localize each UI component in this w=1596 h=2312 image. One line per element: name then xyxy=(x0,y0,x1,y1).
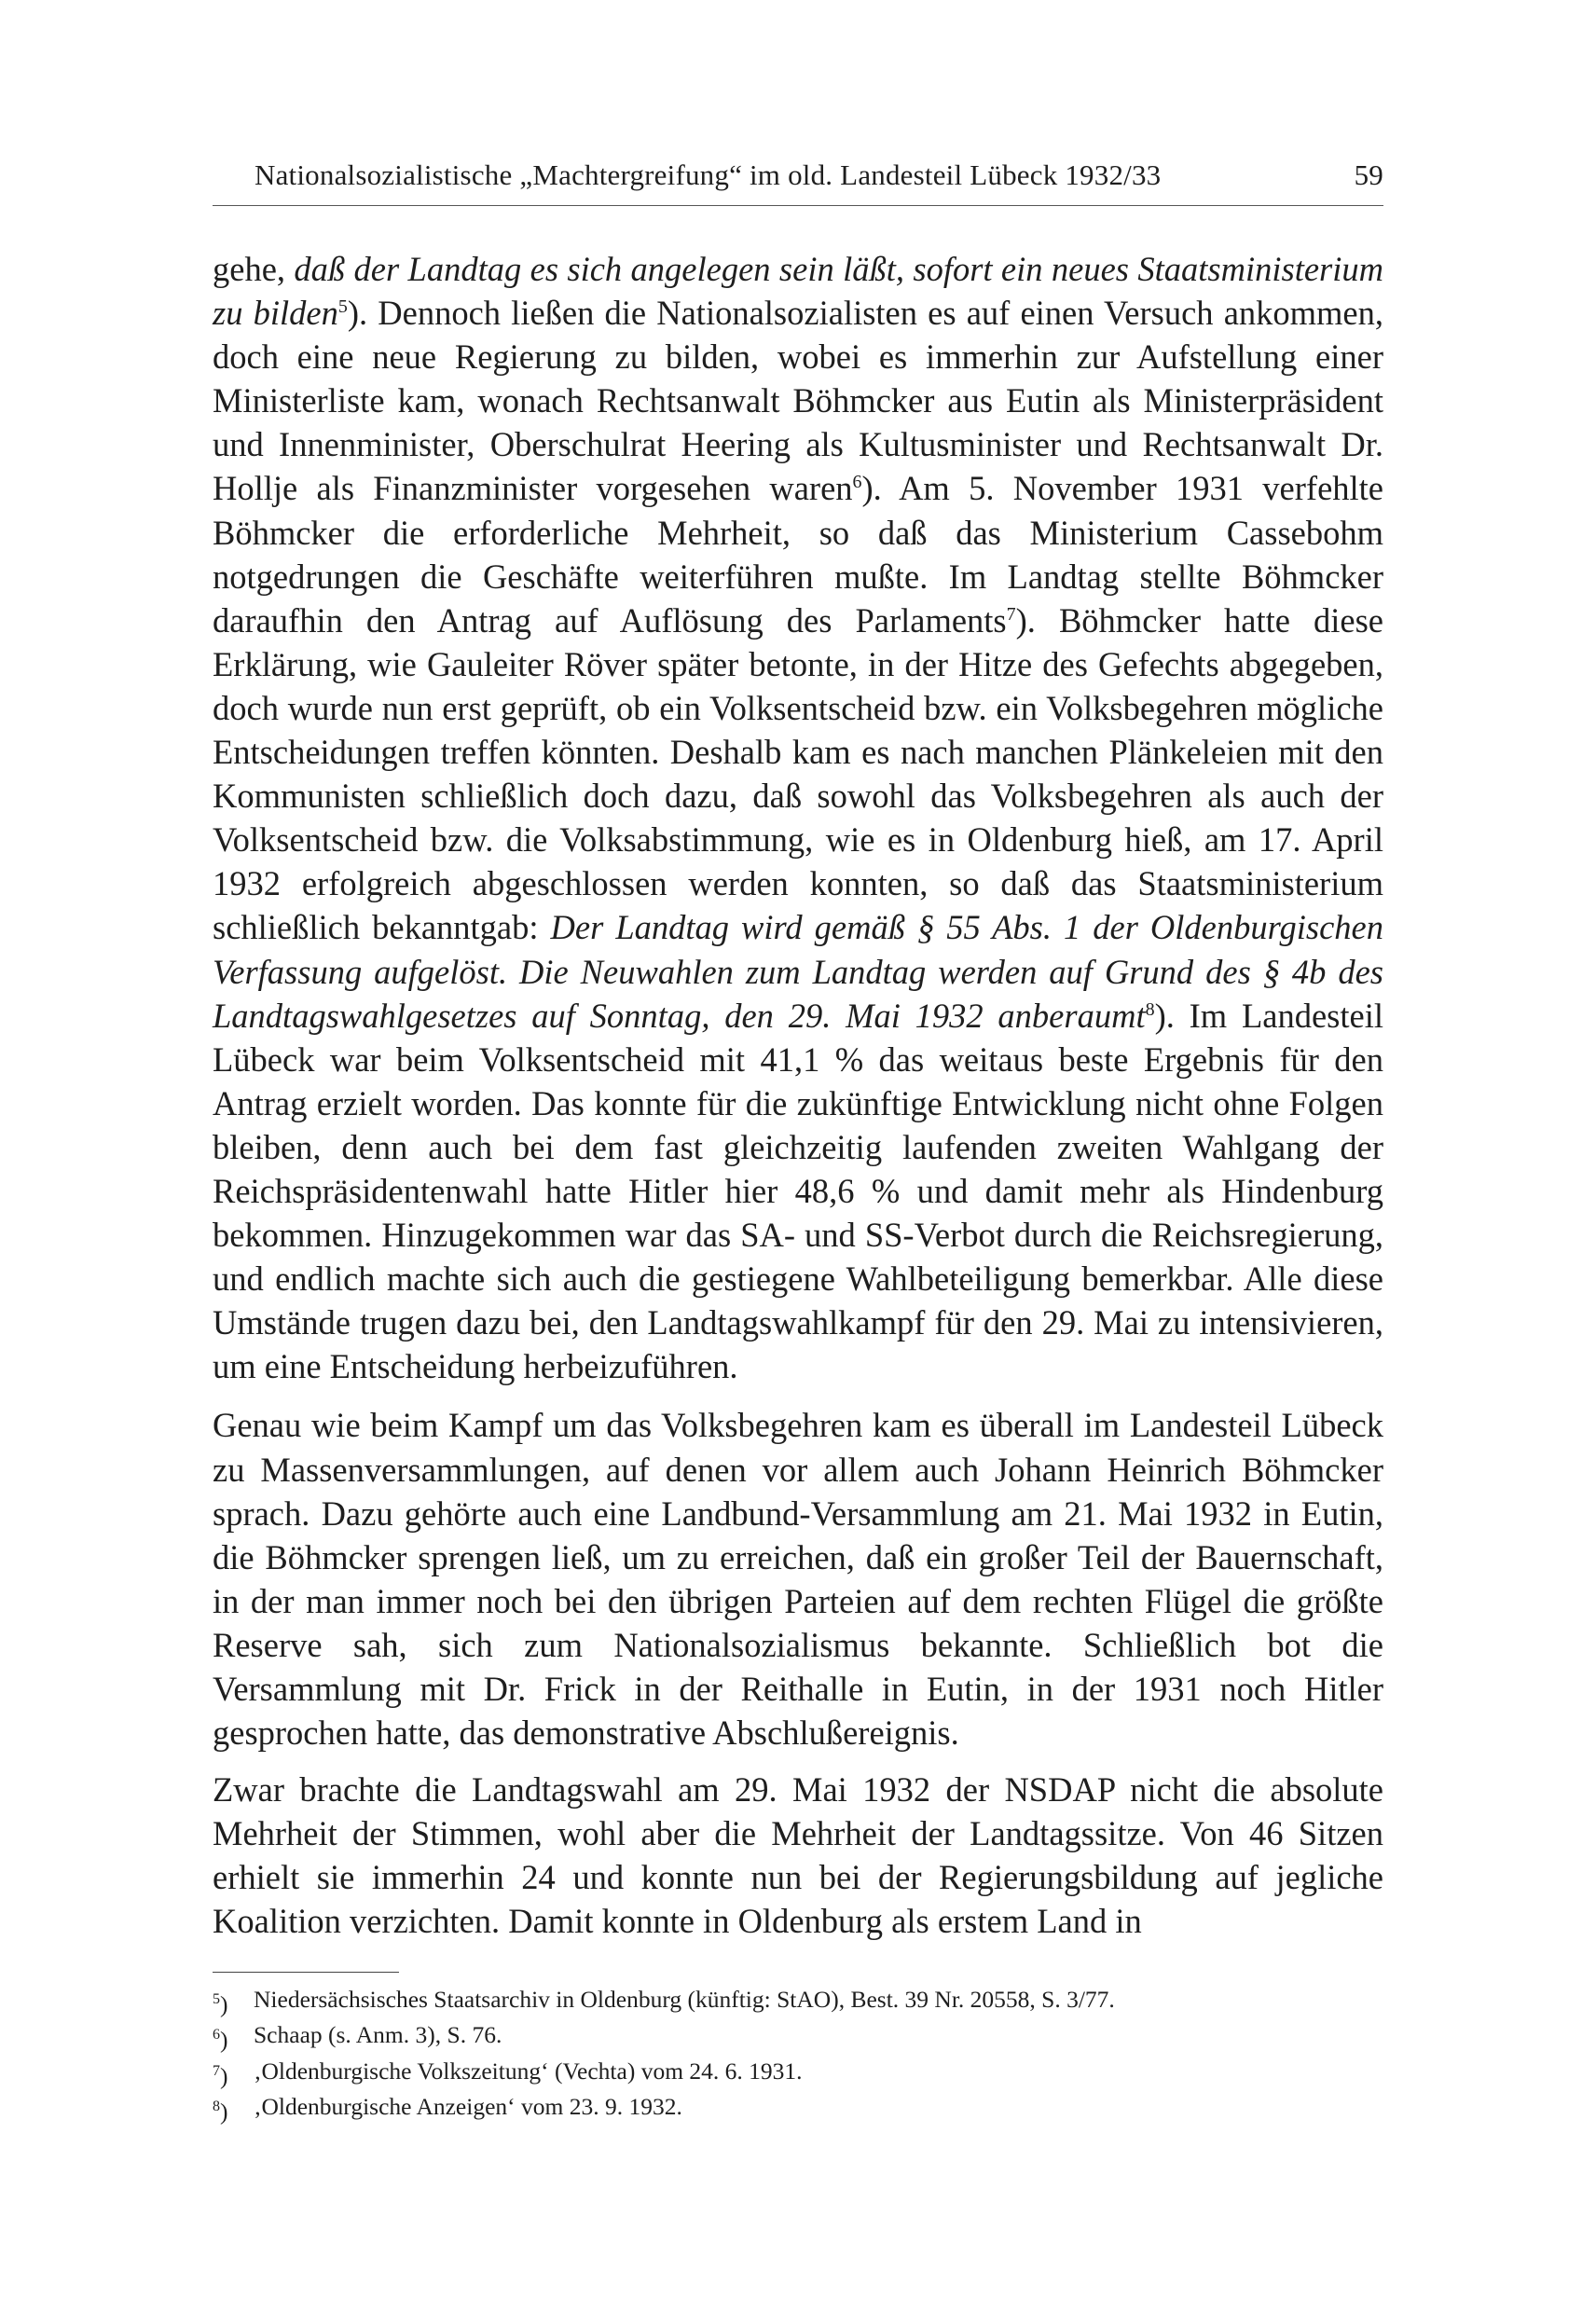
running-header-title: Nationalsozialistische „Machtergreifung“ im old. Landesteil Lübeck 1932/33 xyxy=(255,158,1162,191)
body-text xyxy=(213,247,1383,1944)
book-page xyxy=(213,158,1383,2127)
text-run: ). Dennoch ließen die Nationalsozialisten es auf einen Versuch ankommen, doch eine neue Regierung zu bilden, wobei es immerhin zur Aufstellung einer Ministerliste kam, wonach Rechtsanwalt Böhmcker aus Eutin als Ministerpräsident und Innenminister, Oberschulrat Heering als Kultusminister und Rechtsanwalt Dr. Hollje als Finanzminister vorgesehen waren xyxy=(213,294,1384,508)
footnote-text: Schaap (s. Anm. 3), S. 76. xyxy=(254,2021,502,2049)
footnote-ref-7[interactable]: 7 xyxy=(1006,603,1016,625)
page-number: 59 xyxy=(1354,158,1383,191)
footnote-text: ‚Oldenburgische Volkszeitung‘ (Vechta) vom 24. 6. 1931. xyxy=(254,2057,803,2085)
paragraph-1 xyxy=(213,247,1383,1388)
footnote-number-6: 6 xyxy=(213,2027,220,2044)
italic-quote: Der Landtag wird gemäß § 55 Abs. 1 der Oldenburgischen Verfassung aufgelöst. Die Neuwahlen zum Landtag werden auf Grund des § 4b des Landtagswahlgesetzes auf Sonntag, den 29. Mai 1932 anberaumt xyxy=(213,908,1383,1035)
footnote-ref-6[interactable]: 6 xyxy=(852,472,862,493)
footnote-number: $^7$) xyxy=(213,2062,228,2090)
footnote-number-7: 7 xyxy=(213,2062,220,2079)
footnote-number-5: 5 xyxy=(213,1990,220,2007)
footnote-number: $^8$) xyxy=(213,2098,228,2126)
footnote-number: $^5$) xyxy=(213,1990,228,2018)
paragraph-3: Zwar brachte die Landtagswahl am 29. Mai 1932 der NSDAP nicht die absolute Mehrheit der Stimmen, wohl aber die Mehrheit der Landtagssitze. Von 46 Sitzen erhielt sie immerhin 24 und konnte nun bei der Regierungsbildung auf jegliche Koalition verzichten. Damit konnte in Oldenburg als erstem Land in xyxy=(213,1770,1383,1941)
italic-quote: daß der Landtag es sich angelegen sein läßt, sofort ein neues Staatsministerium zu bilden xyxy=(213,250,1383,333)
text-run: gehe, xyxy=(213,250,295,288)
running-header xyxy=(213,158,1383,206)
text-run: ). Böhmcker hatte diese Erklärung, wie Gauleiter Röver später betonte, in der Hitze des Gefechts abgegeben, doch wurde nun erst geprüft, ob ein Volksentscheid bzw. ein Volksbegehren mögliche Entscheidungen treffen könnten. Deshalb kam es nach manchen Plänkeleien mit den Kommunisten schließlich doch dazu, daß sowohl das Volksbegehren als auch der Volksentscheid bzw. die Volksabstimmung, wie es in Oldenburg hieß, am 17. April 1932 erfolgreich abgeschlossen werden konnten, so daß das Staatsministerium schließlich bekanntgab: xyxy=(213,600,1383,947)
paragraph-2: Genau wie beim Kampf um das Volksbegehren kam es überall im Landesteil Lübeck zu Massenversammlungen, auf denen vor allem auch Johann Heinrich Böhmcker sprach. Dazu gehörte auch eine Landbund-Versammlung am 21. Mai 1932 in Eutin, die Böhmcker sprengen ließ, um zu erreichen, daß ein großer Teil der Bauernschaft, in der man immer noch bei den übrigen Parteien auf dem rechten Flügel die größte Reserve sah, sich zum Nationalsozialismus bekannte. Schließlich bot die Versammlung mit Dr. Frick in der Reithalle in Eutin, in der 1931 noch Hitler gesprochen hatte, das demonstrative Abschlußereignis. xyxy=(213,1406,1383,1753)
footnote-ref-8[interactable]: 8 xyxy=(1145,998,1155,1020)
footnote-divider xyxy=(213,1972,399,1973)
footnote-7 xyxy=(213,2056,1383,2092)
footnote-text: ‚Oldenburgische Anzeigen‘ vom 23. 9. 1932. xyxy=(254,2093,682,2121)
footnote-8 xyxy=(213,2091,1383,2127)
footnote-6 xyxy=(213,2019,1383,2056)
footnote-ref-5[interactable]: 5 xyxy=(337,296,348,317)
footnote-5 xyxy=(213,1984,1383,2020)
text-run: ). Im Landesteil Lübeck war beim Volksentscheid mit 41,1 % das weitaus beste Ergebnis für den Antrag erzielt worden. Das konnte für die zukünftige Entwicklung nicht ohne Folgen bleiben, denn auch bei dem fast gleichzeitig laufenden zweiten Wahlgang der Reichspräsidentenwahl hatte Hitler hier 48,6 % und damit mehr als Hindenburg bekommen. Hinzugekommen war das SA- und SS-Verbot durch die Reichsregierung, und endlich machte sich auch die gestiegene Wahlbeteiligung bemerkbar. Alle diese Umstände trugen dazu bei, den Landtagswahlkampf für den 29. Mai zu intensivieren, um eine Entscheidung herbeizuführen. xyxy=(213,996,1383,1386)
footnote-text: Niedersächsisches Staatsarchiv in Oldenburg (künftig: StAO), Best. 39 Nr. 20558, S. 3/77. xyxy=(254,1985,1115,2013)
footnote-number-8: 8 xyxy=(213,2099,220,2115)
footnotes xyxy=(213,1984,1383,2127)
footnote-number: $^6$) xyxy=(213,2026,228,2054)
text-run: ). Am 5. November 1931 verfehlte Böhmcker die erforderliche Mehrheit, so daß das Ministerium Cassebohm notgedrungen die Geschäfte weiterführen mußte. Im Landtag stellte Böhmcker daraufhin den Antrag auf Auflösung des Parlaments xyxy=(213,469,1383,640)
